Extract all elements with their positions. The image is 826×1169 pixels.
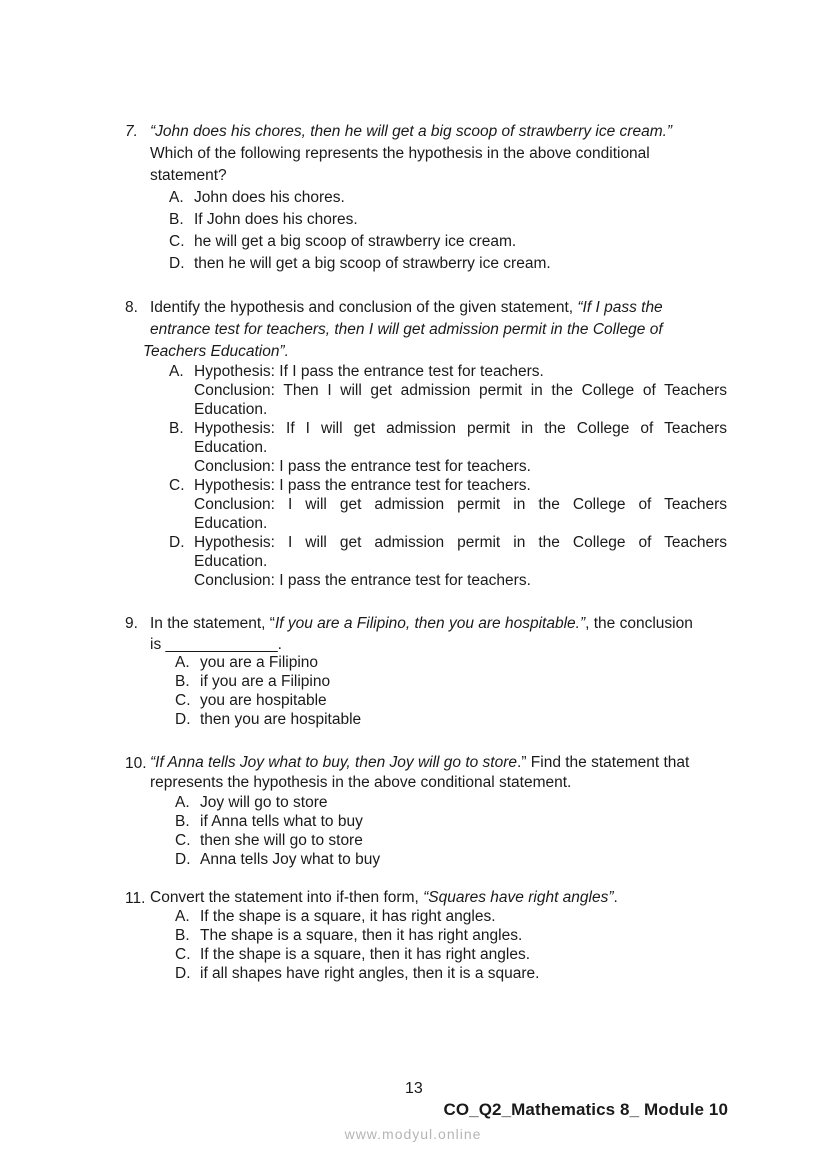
conclusion-text: Education. <box>194 515 268 532</box>
question-number: 9. <box>125 615 138 632</box>
stem-text: .” Find the statement that <box>517 754 690 771</box>
option-list <box>169 187 727 275</box>
conclusion-text: Education. <box>194 401 268 418</box>
module-code: CO_Q2_Mathematics 8_ Module 10 <box>443 1100 728 1119</box>
question-number: 7. <box>125 123 138 140</box>
option-c: C. then she will go to store <box>175 832 363 849</box>
stem-quote: If you are a Filipino, then you are hospitable.” <box>274 615 586 632</box>
option-c: C. If the shape is a square, then it has right angles. <box>175 946 531 963</box>
stem-line: Which of the following represents the hypothesis in the above conditional <box>150 145 650 162</box>
option-d: D. Anna tells Joy what to buy <box>175 851 381 868</box>
option-a: A. If the shape is a square, it has right angles. <box>175 908 496 925</box>
option-list <box>175 793 733 869</box>
hypothesis-text: Hypothesis: If I will get admission permit in the College of Teachers <box>194 420 727 437</box>
option-b: B. if you are a Filipino <box>175 673 331 690</box>
conclusion-text: Conclusion: I pass the entrance test for teachers. <box>194 458 531 475</box>
question-stem <box>150 753 728 793</box>
option-d: D. Hypothesis: I will get admission permit in the College of Teachers Education. Conclusion: I pass the entrance test for teachers. <box>169 534 727 589</box>
option-list <box>169 362 727 590</box>
option-list <box>175 653 733 729</box>
option-a: A. John does his chores. <box>169 189 345 206</box>
question-stem <box>150 121 728 187</box>
stem-text: . <box>613 889 618 906</box>
stem-blank: is _____________. <box>150 636 282 653</box>
option-b: B. if Anna tells what to buy <box>175 813 363 830</box>
stem-text: In the statement, “ <box>150 615 275 632</box>
watermark: www.modyul.online <box>344 1126 482 1142</box>
option-a: A. you are a Filipino <box>175 654 319 671</box>
stem-text: , the conclusion <box>585 615 693 632</box>
stem-quote: “Squares have right angles” <box>423 889 614 906</box>
question-stem <box>143 297 728 363</box>
hypothesis-text: Hypothesis: If I pass the entrance test for teachers. <box>194 363 544 380</box>
question-stem <box>150 888 728 908</box>
option-d: D. then he will get a big scoop of strawberry ice cream. <box>169 255 551 272</box>
hypothesis-text: Education. <box>194 439 268 456</box>
stem-quote: entrance test for teachers, then I will get admission permit in the College of <box>150 321 663 338</box>
stem-quote: “John does his chores, then he will get a big scoop of strawberry ice cream.” <box>150 123 673 140</box>
question-number: 10. <box>125 755 147 772</box>
page-number: 13 <box>405 1080 423 1097</box>
option-a: A. Hypothesis: If I pass the entrance test for teachers. Conclusion: Then I will get admission permit in the College of Teachers Education. <box>169 363 727 418</box>
option-c: C. you are hospitable <box>175 692 327 709</box>
option-b: B. Hypothesis: If I will get admission permit in the College of Teachers Education. Conclusion: I pass the entrance test for teachers. <box>169 420 727 475</box>
conclusion-text: Conclusion: Then I will get admission permit in the College of Teachers <box>194 382 727 399</box>
conclusion-text: Conclusion: I pass the entrance test for teachers. <box>194 572 531 589</box>
stem-line: statement? <box>150 167 227 184</box>
option-c: C. he will get a big scoop of strawberry ice cream. <box>169 233 517 250</box>
stem-text: Convert the statement into if-then form, <box>150 889 424 906</box>
option-b: B. The shape is a square, then it has right angles. <box>175 927 523 944</box>
question-stem <box>150 613 728 655</box>
stem-text: Identify the hypothesis and conclusion of the given statement, <box>150 299 578 316</box>
question-number: 8. <box>125 299 138 316</box>
option-a: A. Joy will go to store <box>175 794 328 811</box>
option-c: C. Hypothesis: I pass the entrance test for teachers. Conclusion: I will get admission permit in the College of Teachers Education. <box>169 477 727 532</box>
stem-quote: “If Anna tells Joy what to buy, then Joy will go to store <box>150 754 518 771</box>
conclusion-text: Conclusion: I will get admission permit in the College of Teachers <box>194 496 727 513</box>
question-number: 11. <box>125 890 146 907</box>
option-b: B. If John does his chores. <box>169 211 358 228</box>
hypothesis-text: Education. <box>194 553 268 570</box>
stem-quote: Teachers Education”. <box>143 343 289 360</box>
option-d: D. if all shapes have right angles, then it is a square. <box>175 965 540 982</box>
option-d: D. then you are hospitable <box>175 711 362 728</box>
hypothesis-text: Hypothesis: I pass the entrance test for teachers. <box>194 477 531 494</box>
option-list <box>175 907 733 983</box>
hypothesis-text: Hypothesis: I will get admission permit in the College of Teachers <box>194 534 727 551</box>
stem-line: represents the hypothesis in the above conditional statement. <box>150 774 572 791</box>
stem-quote: “If I pass the <box>577 299 663 316</box>
